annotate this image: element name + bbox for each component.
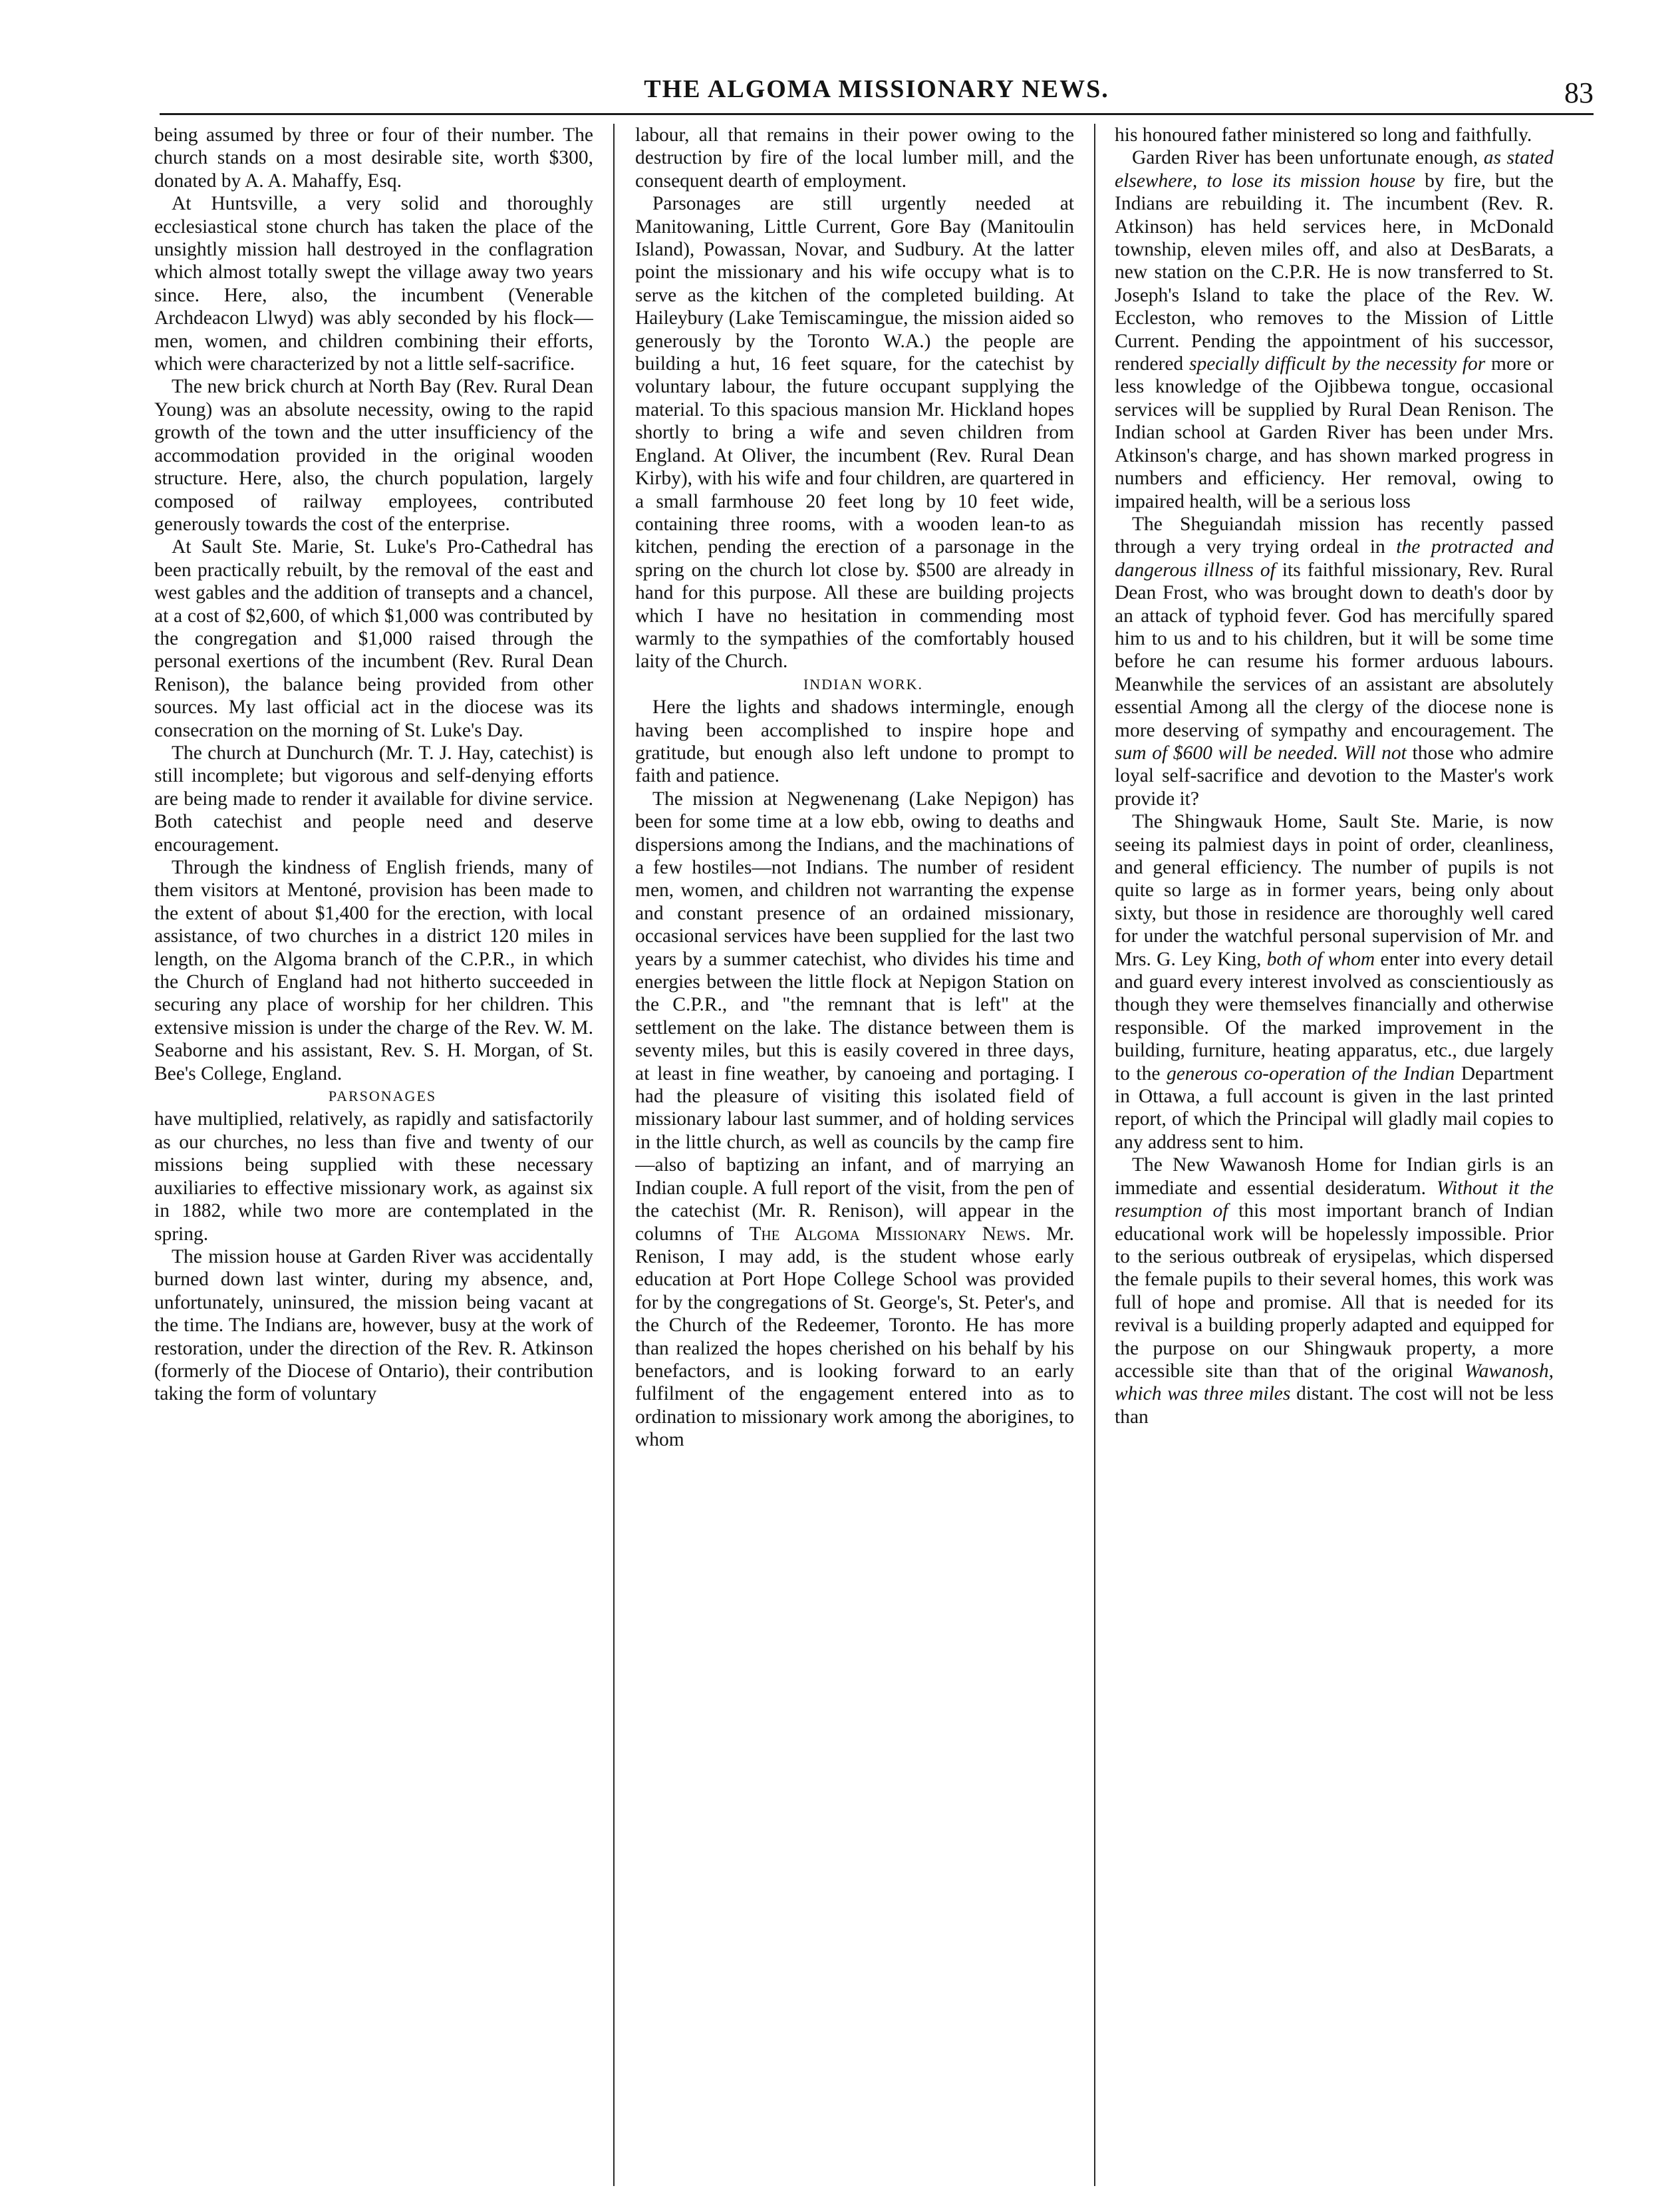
section-heading-parsonages: PARSONAGES: [328, 1088, 437, 1105]
column-divider: [613, 124, 615, 2186]
paragraph: labour, all that remains in their power owing to the destruction by fire of the local lumber mill, and the consequent dearth of employment.: [635, 124, 1074, 192]
italic-text: generous co-operation of the Indian: [1166, 1062, 1455, 1084]
column-left: [154, 124, 593, 2189]
paragraph: Parsonages are still urgently needed at Manitowaning, Little Current, Gore Bay (Manitoulin Island), Powassan, Novar, and Sudbury. At the latter point the missionary and his wife occupy what is to serve as the kitchen of the completed building. At Haileybury (Lake Temiscamingue, the mission aided so generously by the Toronto W.A.) the people are building a hut, 16 feet square, for the catechist by voluntary labour, the future occupant supplying the material. To this spacious mansion Mr. Hickland hopes shortly to bring a wife and seven children from England. At Oliver, the incumbent (Rev. Rural Dean Kirby), with his wife and four children, are quartered in a small farmhouse 20 feet long by 10 feet wide, containing three rooms, with a wooden lean-to as kitchen, pending the erection of a parsonage in the spring on the church lot close by. $500 are already in hand for this purpose. All these are building projects which I have no hesitation in commending most warmly to the sympathies of the comfortably housed laity of the Church.: [635, 193, 1074, 673]
column-middle: [635, 124, 1074, 2189]
paragraph-text: Garden River has been unfortunate enough,: [1132, 147, 1484, 169]
header-rule: [160, 113, 1594, 115]
paragraph: [1115, 810, 1554, 1154]
paragraph-text: those who admire loyal self-sacrifice and devotion to the Master's work provide it?: [1115, 742, 1554, 810]
italic-text: the protracted and dangerous illness of: [1115, 536, 1554, 581]
paragraph-text: The New Wawanosh Home for Indian girls is an immediate and essential desideratum.: [1115, 1154, 1554, 1199]
paragraph: Here the lights and shadows intermingle, enough having been accomplished to inspire hope and gratitude, but enough also left undone to prompt to faith and patience.: [635, 697, 1074, 787]
italic-text: Wawanosh, which was three miles: [1115, 1360, 1554, 1405]
paragraph-text: more or less knowledge of the Ojibbewa tongue, occasional services will be supplied by Rural Dean Renison. The Indian school at Garden River has been under Mrs. Atkinson's charge, and has shown marked progress in numbers and efficiency. Her removal, owing to impaired health, will be a serious loss: [1115, 353, 1554, 512]
page-number: 83: [1564, 77, 1594, 109]
paragraph: [1115, 513, 1554, 810]
paragraph-text: The Sheguiandah mission has recently passed through a very trying ordeal in: [1115, 513, 1554, 558]
paragraph-text: its faithful missionary, Rev. Rural Dean Frost, who was brought down to death's door by an attack of typhoid fever. God has mercifully spared him to us and to his children, but it will be some time before he can resume his former arduous labours. Meanwhile the services of an assistant are absolutely essential Among all the clergy of the diocese none is more deserving of sympathy and encouragement. The: [1115, 559, 1554, 741]
italic-text: as stated elsewhere, to lose its mission house: [1115, 147, 1554, 192]
paragraph-text: The Shingwauk Home, Sault Ste. Marie, is now seeing its palmiest days in point of order, cleanliness, and general efficiency. The number of pupils is not quite so large as in former years, being only about sixty, but those in residence are thoroughly well cared for under the watchful personal supervision of Mr. and Mrs. G. Ley King,: [1115, 811, 1554, 970]
publication-name: The Algoma Missionary News: [749, 1223, 1026, 1245]
paragraph: [635, 788, 1074, 1452]
paragraph-text: this most important branch of Indian educational work will be hopelessly impossible. Prior to the serious outbreak of erysipelas, which dispersed the female pupils to their several homes, this work was full of hope and promise. All that is needed for its revival is a building properly adapted and equipped for the purpose on our Shingwauk property, a more accessible site than that of the original: [1115, 1200, 1554, 1382]
paragraph-text: Department in Ottawa, a full account is given in the last printed report, of which the Principal will gladly mail copies to any address sent to him.: [1115, 1062, 1554, 1153]
paragraph: [1115, 146, 1554, 513]
italic-text: specially difficult by the necessity for: [1189, 353, 1486, 375]
paragraph: At Huntsville, a very solid and thoroughly ecclesiastical stone church has taken the place of the unsightly mission hall destroyed in the conflagration which almost totally swept the village away two years since. Here, also, the incumbent (Venerable Archdeacon Llwyd) was ably seconded by his flock—men, women, and children combining their efforts, which were characterized by not a little self-sacrifice.: [154, 193, 593, 375]
paragraph: The mission house at Garden River was accidentally burned down last winter, during my absence, and, unfortunately, uninsured, the mission being vacant at the time. The Indians are, however, busy at the work of restoration, under the direction of the Rev. R. Atkinson (formerly of the Diocese of Ontario), their contribution taking the form of voluntary: [154, 1245, 593, 1405]
italic-text: Without it the resumption of: [1115, 1177, 1554, 1222]
paragraph: The new brick church at North Bay (Rev. Rural Dean Young) was an absolute necessity, owing to the rapid growth of the town and the utter insufficiency of the accommodation provided in the original wooden structure. Here, also, the church population, largely composed of railway employees, contributed generously towards the cost of the enterprise.: [154, 376, 593, 535]
paragraph-text: enter into every detail and guard every interest involved as conscientiously as though they were themselves financially and otherwise responsible. Of the marked improvement in the building, furniture, heating apparatus, etc., due largely to the: [1115, 948, 1554, 1084]
paragraph-text: distant. The cost will not be less than: [1115, 1383, 1554, 1428]
running-title: THE ALGOMA MISSIONARY NEWS.: [644, 75, 1109, 103]
paragraph-text: . Mr. Renison, I may add, is the student whose early education at Port Hope College School was provided for by the congregations of St. George's, St. Peter's, and the Church of the Redeemer, Toronto. He has more than realized the hopes cherished on his behalf by his benefactors, and is looking forward to an early fulfilment of the engagement entered into as to ordination to missionary work among the aborigines, to whom: [635, 1223, 1074, 1451]
paragraph-text: The mission at Negwenenang (Lake Nepigon) has been for some time at a low ebb, owing to deaths and dispersions among the Indians, and the machinations of a few hostiles—not Indians. The number of resident men, women, and children not warranting the expense and constant presence of an ordained missionary, occasional services have been supplied for the last two years by a summer catechist, who divides his time and energies between the little flock at Nepigon Station on the C.P.R., and "the remnant that is left" at the settlement on the lake. The distance between them is seventy miles, but this is easily covered in three days, at least in fine weather, by canoeing and portaging. I had the pleasure of visiting this isolated field of missionary labour last summer, and of holding services in the little church, as well as councils by the camp fire—also of baptizing an infant, and of marrying an Indian couple. A full report of the visit, from the pen of the catechist (Mr. R. Renison), will appear in the columns of: [635, 788, 1074, 1245]
italic-text: sum of $600 will be needed. Will not: [1115, 742, 1407, 764]
paragraph-text: by fire, but the Indians are rebuilding it. The incumbent (Rev. R. Atkinson) has held services here, in McDonald township, eleven miles off, and also at DesBarats, a new station on the C.P.R. He is now transferred to St. Joseph's Island to take the place of the Rev. W. Eccleston, who removes to the Mission of Little Current. Pending the appointment of his successor, rendered: [1115, 170, 1554, 375]
section-heading-indian-work: INDIAN WORK.: [803, 675, 924, 693]
column-divider: [1094, 124, 1095, 2186]
paragraph: Through the kindness of English friends, many of them visitors at Mentoné, provision has been made to the extent of about $1,400 for the erection, with local assistance, of two churches in a district 120 miles in length, on the Algoma branch of the C.P.R., in which the Church of England had not hitherto succeeded in securing any place of worship for her children. This extensive mission is under the charge of the Rev. W. M. Seaborne and his assistant, Rev. S. H. Morgan, of St. Bee's College, England.: [154, 857, 593, 1084]
paragraph: have multiplied, relatively, as rapidly and satisfactorily as our churches, no less than five and twenty of our missions being supplied with these necessary auxiliaries to effective missionary work, as against six in 1882, while two more are contemplated in the spring.: [154, 1108, 593, 1245]
italic-text: both of whom: [1266, 948, 1375, 970]
page-header: [160, 75, 1594, 117]
column-right: [1115, 124, 1554, 2189]
paragraph: At Sault Ste. Marie, St. Luke's Pro-Cathedral has been practically rebuilt, by the removal of the east and west gables and the addition of transepts and a chancel, at a cost of $2,600, of which $1,000 was contributed by the congregation and $1,000 raised through the personal exertions of the incumbent (Rev. Rural Dean Renison), the balance being provided from other sources. My last official act in the diocese was its consecration on the morning of St. Luke's Day.: [154, 536, 593, 741]
paragraph: The church at Dunchurch (Mr. T. J. Hay, catechist) is still incomplete; but vigorous and self-denying efforts are being made to render it available for divine service. Both catechist and people need and deserve encouragement.: [154, 742, 593, 856]
paragraph: [1115, 1154, 1554, 1428]
paragraph: being assumed by three or four of their number. The church stands on a most desirable site, worth $300, donated by A. A. Mahaffy, Esq.: [154, 124, 593, 192]
paragraph: his honoured father ministered so long and faithfully.: [1115, 124, 1532, 146]
